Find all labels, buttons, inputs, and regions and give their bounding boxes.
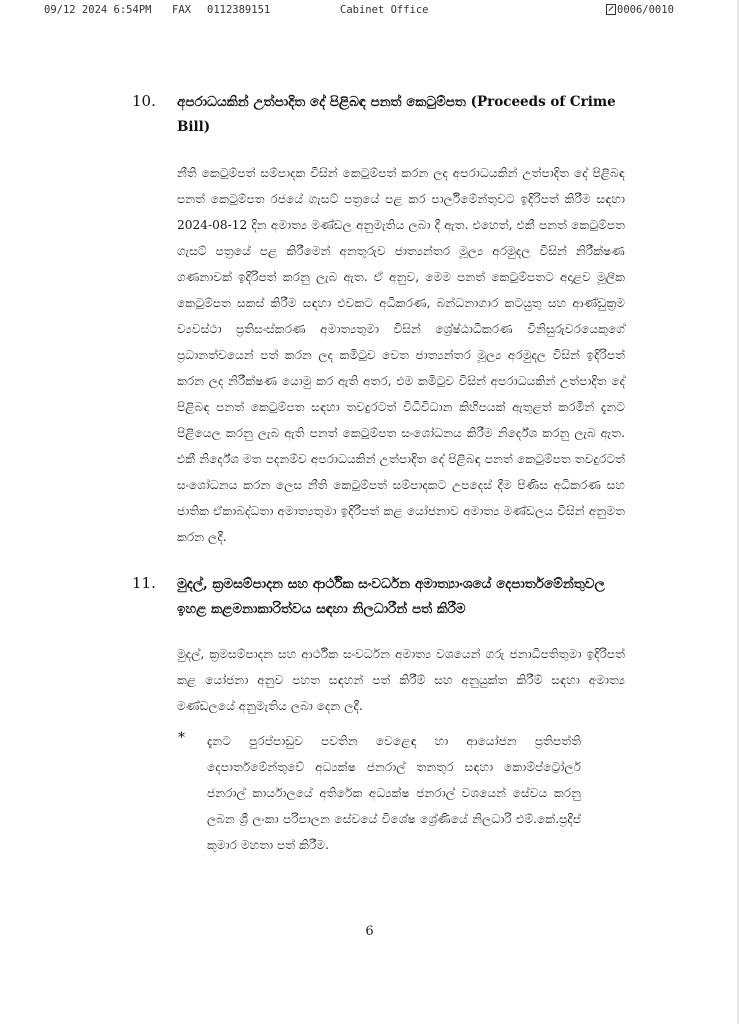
fax-label: FAX: [172, 4, 191, 16]
page-checkbox-icon: [606, 4, 616, 15]
fax-page-counter: [606, 4, 674, 17]
bullet-marker: *: [178, 730, 185, 746]
item-11-number: 11.: [132, 574, 156, 592]
fax-sender: Cabinet Office: [340, 4, 429, 16]
bullet-appointment-text: දැනට පුරප්පාඩුව පවතින වෙළෙඳ හා ආයෝජන ප්‍රතිපත්ති දෙපාර්තමේන්තුවේ අධ්‍යක්ෂ ජනරාල් තනතුර සඳහා කොම්ප්ට්‍රෝලර් ජනරාල් කාර්යාලයේ අතිරේක අධ්‍යක්ෂ ජනරාල් වශයෙන් සේවය කරනු ලබන ශ්‍රී ලංකා පරිපාලන සේවයේ විශේෂ ශ්‍රේණියේ නිලධාරි එම්.කේ.ප්‍රදීප් කුමාර මහතා පත් කිරීම.: [207, 734, 581, 852]
fax-header: [0, 4, 739, 20]
page-number: 6: [365, 924, 374, 939]
item-11-body: මුදල්, ක්‍රමසම්පාදන සහ ආර්ථික සංවර්ධන අමාත්‍ය වශයෙන් ගරු ජනාධිපතිතුමා ඉදිරිපත් කළ යෝජනා අනුව පහත සඳහන් පත් කිරීම් සහ අනුයුක්ත කිරීම් සඳහා අමාත්‍ය මණ්ඩලයේ අනුමැතිය ලබා දෙන ලදී.: [177, 647, 625, 713]
fax-page-value: 0006/0010: [617, 4, 674, 16]
fax-datetime: 09/12 2024 6:54PM: [44, 4, 152, 16]
item-10-title: අපරාධයකින් උත්පාදිත දේ පිළිබඳ පනත් කෙටුම්පත (Proceeds of Crime Bill): [177, 94, 616, 135]
item-10-number: 10.: [132, 92, 156, 110]
item-11-title: මුදල්, ක්‍රමසම්පාදන සහ ආර්ථික සංවර්ධන අමාත්‍යාංශයේ දෙපාර්තමේන්තුවල ඉහළ කළමනාකාරිත්වය සඳහා නිලධාරීන් පත් කිරීම: [177, 576, 605, 617]
item-10-body: නීති කෙටුම්පත් සම්පාදක විසින් කෙටුම්පත් කරන ලද අපරාධයකින් උත්පාදිත දේ පිළිබඳ පනත් කෙටුම්පත රජයේ ගැසට් පත්‍රයේ පළ කර පාර්ලිමේන්තුවට ඉදිරිපත් කිරීම සඳහා 2024-08-12 දින අමාත්‍ය මණ්ඩල අනුමැතිය ලබා දී ඇත. එහෙත්, එකී පනත් කෙටුම්පත ගැසට් පත්‍රයේ පළ කිරීමෙන් අනතුරුව ජාත්‍යන්තර මූල්‍ය අරමුදල විසින් නිරීක්ෂණ ගණනාවක් ඉදිරිපත් කරනු ලැබ ඇත. ඒ අනුව, මෙම පනත් කෙටුම්පතට අදාළව මූලික කෙටුම්පත සකස් කිරීම සඳහා එවකට අධිකරණ, බන්ධනාගාර කටයුතු සහ ආණ්ඩුක්‍රම ව්‍යවස්ථා ප්‍රතිසංස්කරණ අමාත්‍යතුමා විසින් ශ්‍රේෂ්ඨාධිකරණ විනිසුරුවරයෙකුගේ ප්‍රධානත්වයෙන් පත් කරන ලද කමිටුව වෙත ජාත්‍යන්තර මූල්‍ය අරමුදල විසින් ඉදිරිපත් කරන ලද නිරීක්ෂණ යොමු කර ඇති අතර, එම කමිටුව විසින් අපරාධයකින් උත්පාදිත දේ පිළිබඳ පනත් කෙටුම්පත සඳහා තවදුරටත් විධිවිධාන කිහිපයක් ඇතුළත් කරමින් දැනට පිළියෙල කරනු ලැබ ඇති පනත් කෙටුම්පත සංශෝධනය කිරීම නිර්දේශ කරනු ලැබ ඇත. එකී නිර්දේශ මත පදනම්ව අපරාධයකින් උත්පාදිත දේ පිළිබඳ පනත් කෙටුම්පත තවදුරටත් සංශෝධනය කරන ලෙස නීති කෙටුම්පත් සම්පාදකට උපදෙස් දීම පිණිස අධිකරණ සහ ජාතික ඒකාබද්ධතා අමාත්‍යතුමා ඉදිරිපත් කළ යෝජනාව අමාත්‍ය මණ්ඩලය විසින් අනුමත කරන ලදී.: [177, 166, 625, 544]
fax-number: 0112389151: [207, 4, 271, 16]
